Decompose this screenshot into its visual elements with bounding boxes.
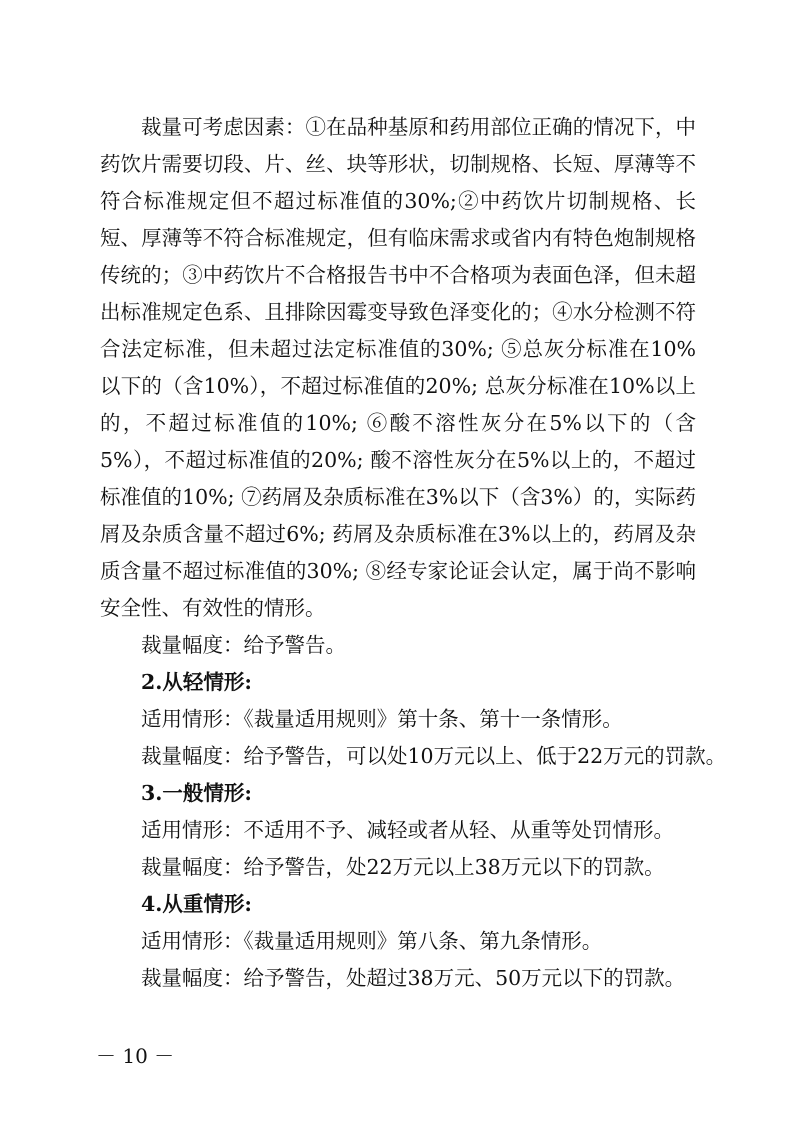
section-range-lighter: 裁量幅度：给予警告，可以处10万元以上、低于22万元的罚款。 <box>141 744 727 768</box>
document-body <box>100 109 727 997</box>
section-heading-lighter: 2.从轻情形: <box>141 670 252 694</box>
page-number: － 10 － <box>96 1044 175 1068</box>
section-heading-heavier: 4.从重情形: <box>141 892 252 916</box>
section-applicable-general: 适用情形：不适用不予、减轻或者从轻、从重等处罚情形。 <box>141 818 674 842</box>
section-range-heavier: 裁量幅度：给予警告，处超过38万元、50万元以下的罚款。 <box>141 966 686 990</box>
section-applicable-lighter: 适用情形：《裁量适用规则》第十条、第十一条情形。 <box>141 707 623 731</box>
section-heading-general: 3.一般情形: <box>141 781 252 805</box>
no-penalty-range: 裁量幅度：给予警告。 <box>141 633 346 657</box>
discretion-factors-paragraph: 裁量可考虑因素：①在品种基原和药用部位正确的情况下，中药饮片需要切段、片、丝、块等形状，切制规格、长短、厚薄等不符合标准规定但不超过标准值的30%;②中药饮片切制规格、长短、厚薄等不符合标准规定，但有临床需求或省内有特色炮制规格传统的；③中药饮片不合格报告书中不合格项为表面色泽，但未超出标准规定色系、且排除因霉变导致色泽变化的；④水分检测不符合法定标准，但未超过法定标准值的30%; ⑤总灰分标准在10%以下的（含10%），不超过标准值的20%; 总灰分标准在10%以上的，不超过标准值的10%; ⑥酸不溶性灰分在5%以下的（含5%），不超过标准值的20%; 酸不溶性灰分在5%以上的，不超过标准值的10%; ⑦药屑及杂质标准在3%以下（含3%）的，实际药屑及杂质含量不超过6%; 药屑及杂质标准在3%以上的，药屑及杂质含量不超过标准值的30%; ⑧经专家论证会认定，属于尚不影响安全性、有效性的情形。 <box>100 115 696 620</box>
section-applicable-heavier: 适用情形：《裁量适用规则》第八条、第九条情形。 <box>141 929 603 953</box>
section-range-general: 裁量幅度：给予警告，处22万元以上38万元以下的罚款。 <box>141 855 665 879</box>
